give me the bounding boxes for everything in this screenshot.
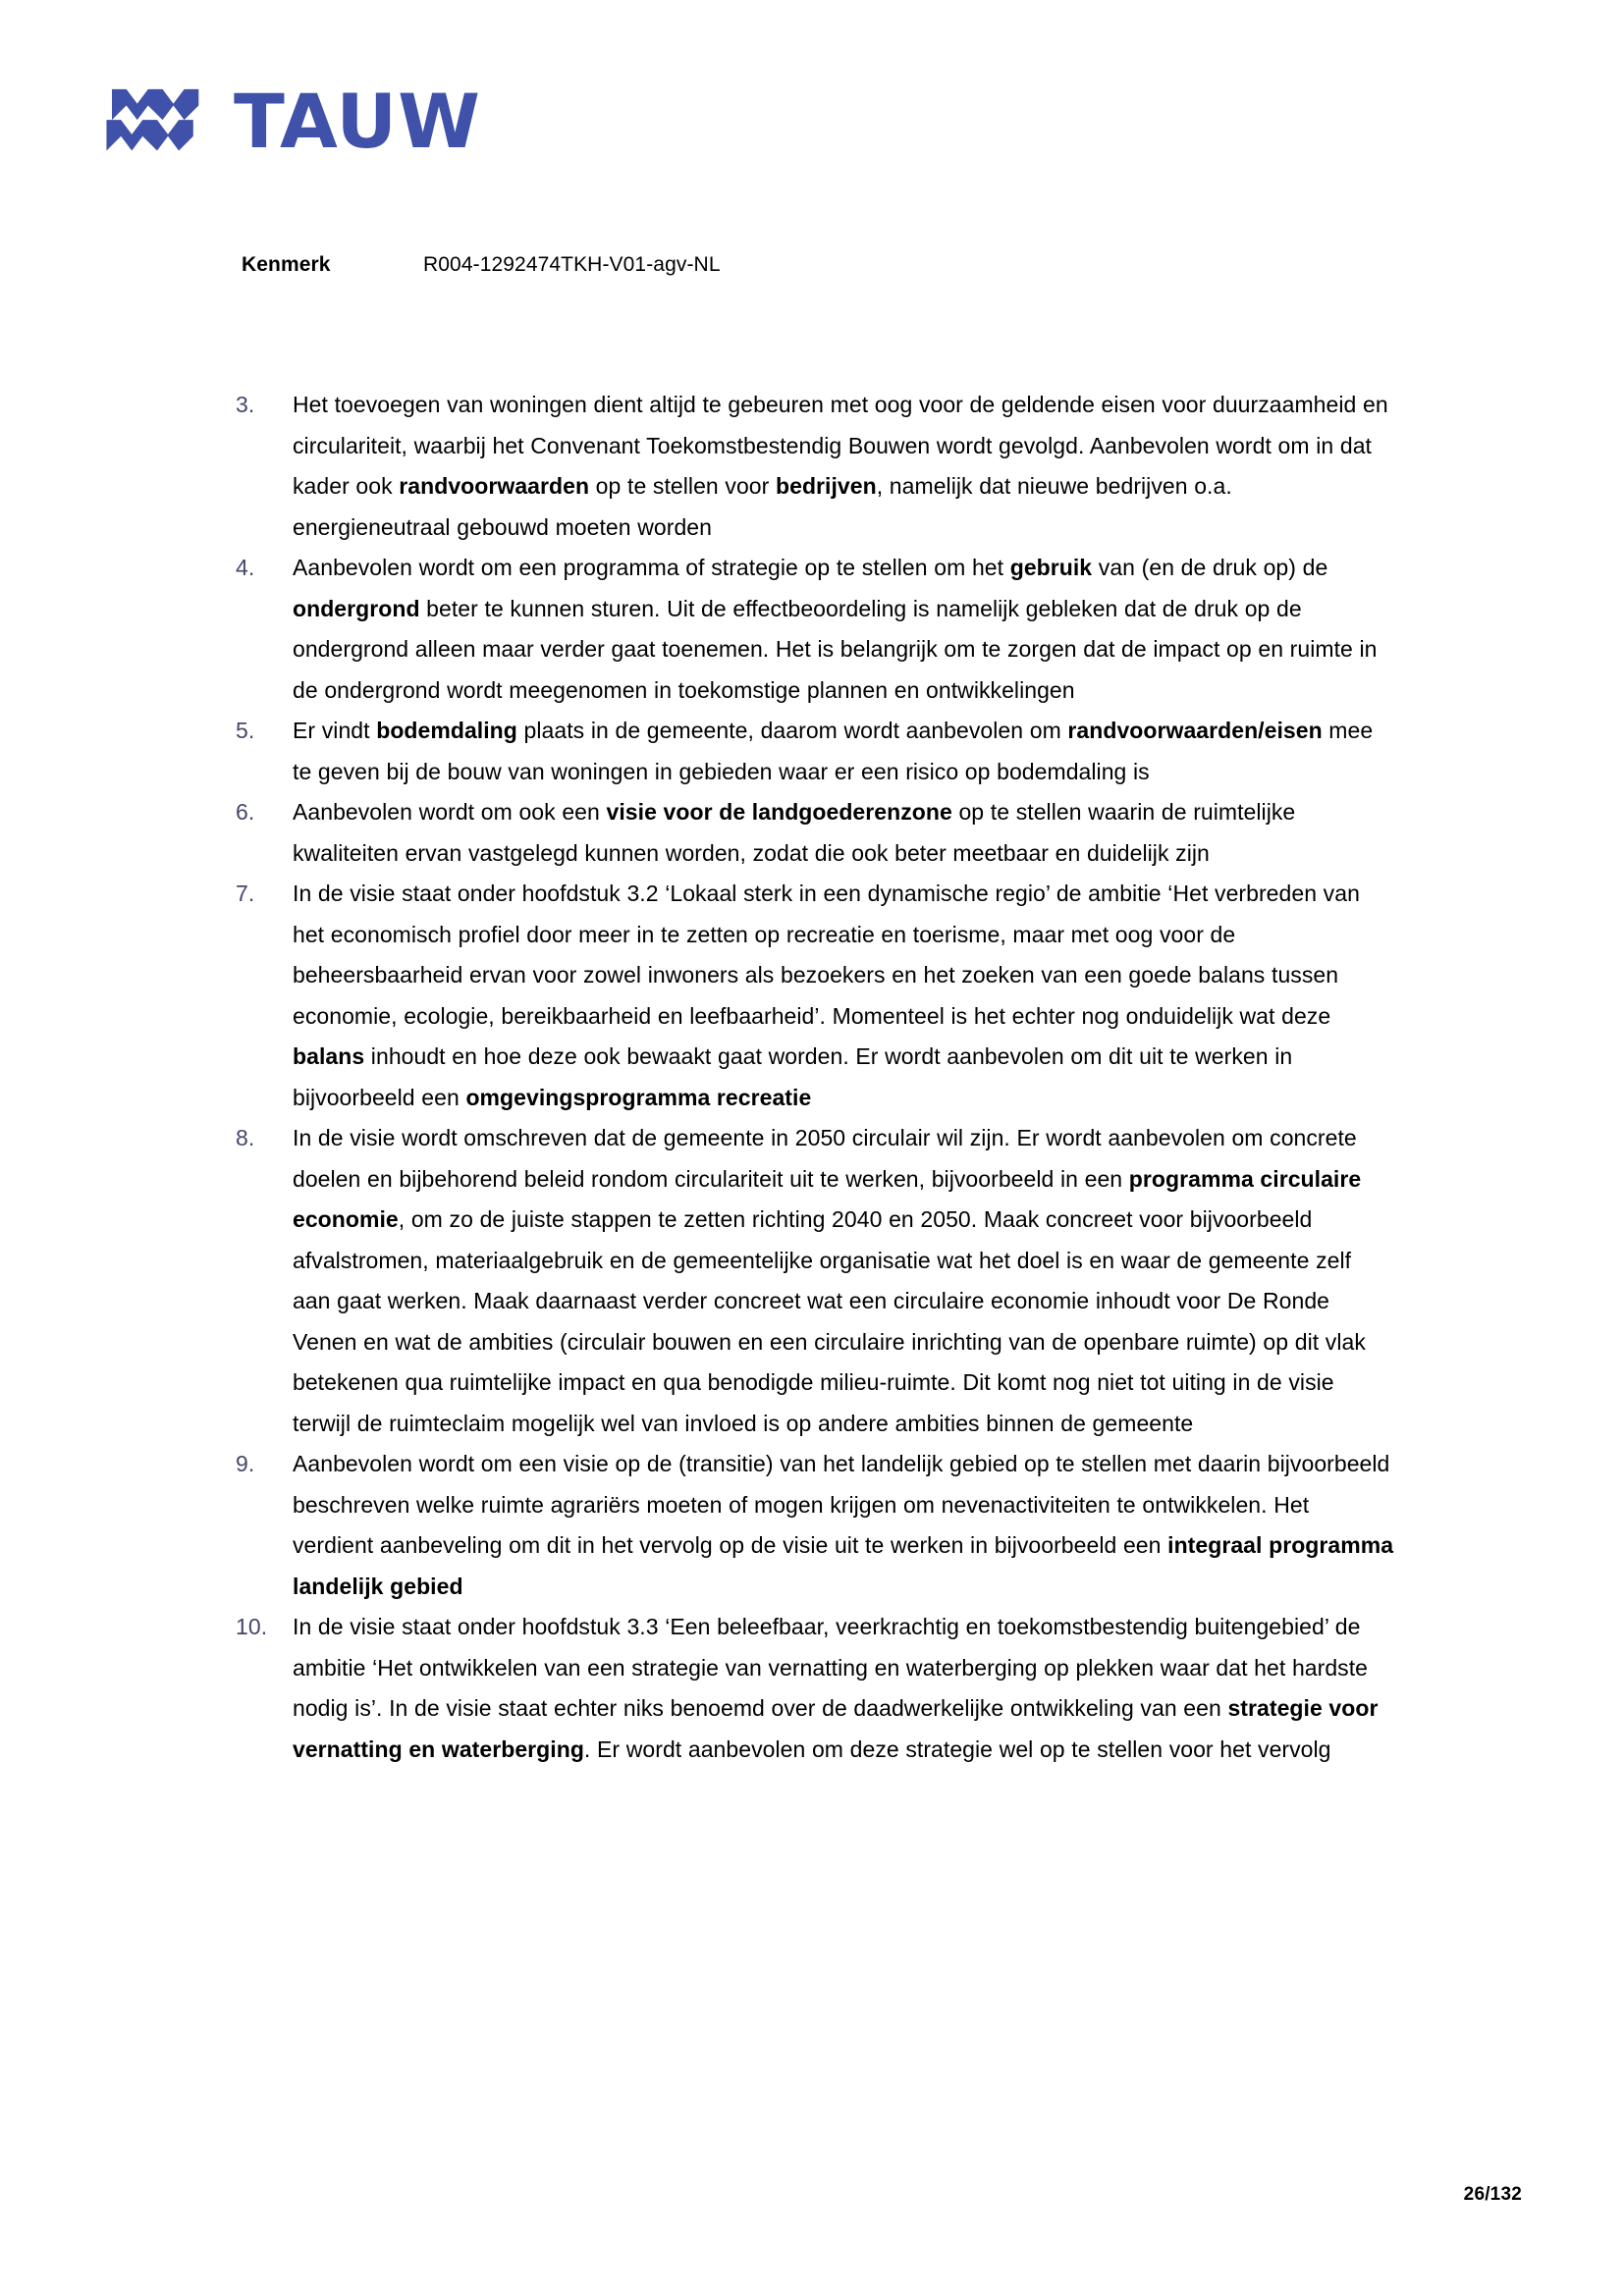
- list-item: [236, 385, 1394, 548]
- list-item-text: In de visie wordt omschreven dat de gemeente in 2050 circulair wil zijn. Er wordt aanbevolen om concrete doelen en bijbehorend beleid rondom circulariteit uit te werken, bijvoorbeeld in een programma circulaire economie, om zo de juiste stappen te zetten richting 2040 en 2050. Maak concreet voor bijvoorbeeld afvalstromen, materiaalgebruik en de gemeentelijke organisatie wat het doel is en waar de gemeente zelf aan gaat werken. Maak daarnaast verder concreet wat een circulaire economie inhoudt voor De Ronde Venen en wat de ambities (circulair bouwen en een circulaire inrichting van de openbare ruimte) op dit vlak betekenen qua ruimtelijke impact en qua benodigde milieu-ruimte. Dit komt nog niet tot uiting in de visie terwijl de ruimteclaim mogelijk wel van invloed is op andere ambities binnen de gemeente: [293, 1125, 1366, 1436]
- list-item-text: Het toevoegen van woningen dient altijd te gebeuren met oog voor de geldende eisen voor duurzaamheid en circulariteit, waarbij het Convenant Toekomstbestendig Bouwen wordt gevolgd. Aanbevolen wordt om in dat kader ook randvoorwaarden op te stellen voor bedrijven, namelijk dat nieuwe bedrijven o.a. energieneutraal gebouwd moeten worden: [293, 392, 1388, 540]
- list-item: [236, 711, 1394, 792]
- list-item-text: Aanbevolen wordt om een visie op de (transitie) van het landelijk gebied op te stellen met daarin bijvoorbeeld beschreven welke ruimte agrariërs moeten of mogen krijgen om nevenactiviteiten te ontwikkelen. Het verdient aanbeveling om dit in het vervolg op de visie uit te werken in bijvoorbeeld een integraal programma landelijk gebied: [293, 1451, 1394, 1599]
- list-item-number: 6.: [236, 799, 255, 825]
- list-item-number: 3.: [236, 392, 255, 417]
- list-item-text: In de visie staat onder hoofdstuk 3.3 ‘Een beleefbaar, veerkrachtig en toekomstbestendig buitengebied’ de ambitie ‘Het ontwikkelen van een strategie van vernatting en waterberging op plekken waar dat het hardste nodig is’. In de visie staat echter niks benoemd over de daadwerkelijke ontwikkeling van een strategie voor vernatting en waterberging. Er wordt aanbevolen om deze strategie wel op te stellen voor het vervolg: [293, 1614, 1379, 1762]
- tauw-chevron-mark-icon: [102, 77, 212, 167]
- kenmerk-label: Kenmerk: [242, 253, 331, 276]
- list-item-text: Er vindt bodemdaling plaats in de gemeente, daarom wordt aanbevolen om randvoorwaarden/eisen mee te geven bij de bouw van woningen in gebieden waar er een risico op bodemdaling is: [293, 718, 1374, 784]
- list-item: [236, 1118, 1394, 1444]
- page-number: 26/132: [1463, 2184, 1522, 2205]
- list-item-text: In de visie staat onder hoofdstuk 3.2 ‘Lokaal sterk in een dynamische regio’ de ambitie ‘Het verbreden van het economisch profiel door meer in te zetten op recreatie en toerisme, maar met oog voor de beheersbaarheid ervan voor zowel inwoners als bezoekers en het zoeken van een goede balans tussen economie, ecologie, bereikbaarheid en leefbaarheid’. Momenteel is het echter nog onduidelijk wat deze balans inhoudt en hoe deze ook bewaakt gaat worden. Er wordt aanbevolen om dit uit te werken in bijvoorbeeld een omgevingsprogramma recreatie: [293, 881, 1360, 1110]
- recommendation-list: [236, 385, 1394, 1770]
- kenmerk-value: R004-1292474TKH-V01-agv-NL: [423, 253, 721, 276]
- list-item-number: 7.: [236, 881, 255, 906]
- list-item: [236, 1444, 1394, 1607]
- list-item-text: Aanbevolen wordt om een programma of strategie op te stellen om het gebruik van (en de druk op) de ondergrond beter te kunnen sturen. Uit de effectbeoordeling is namelijk gebleken dat de druk op de ondergrond alleen maar verder gaat toenemen. Het is belangrijk om te zorgen dat de impact op en ruimte in de ondergrond wordt meegenomen in toekomstige plannen en ontwikkelingen: [293, 555, 1378, 703]
- kenmerk-header: [242, 253, 721, 277]
- list-item-number: 8.: [236, 1125, 255, 1150]
- tauw-logo: [102, 77, 481, 167]
- list-item: [236, 548, 1394, 711]
- list-item: [236, 792, 1394, 874]
- list-item-number: 10.: [236, 1614, 268, 1639]
- list-item-number: 4.: [236, 555, 255, 580]
- tauw-wordmark: TAUW: [234, 78, 481, 165]
- list-item-number: 5.: [236, 718, 255, 743]
- list-item-text: Aanbevolen wordt om ook een visie voor de landgoederenzone op te stellen waarin de ruimtelijke kwaliteiten ervan vastgelegd kunnen worden, zodat die ook beter meetbaar en duidelijk zijn: [293, 799, 1296, 866]
- list-item-number: 9.: [236, 1451, 255, 1476]
- list-item: [236, 874, 1394, 1118]
- list-item: [236, 1607, 1394, 1770]
